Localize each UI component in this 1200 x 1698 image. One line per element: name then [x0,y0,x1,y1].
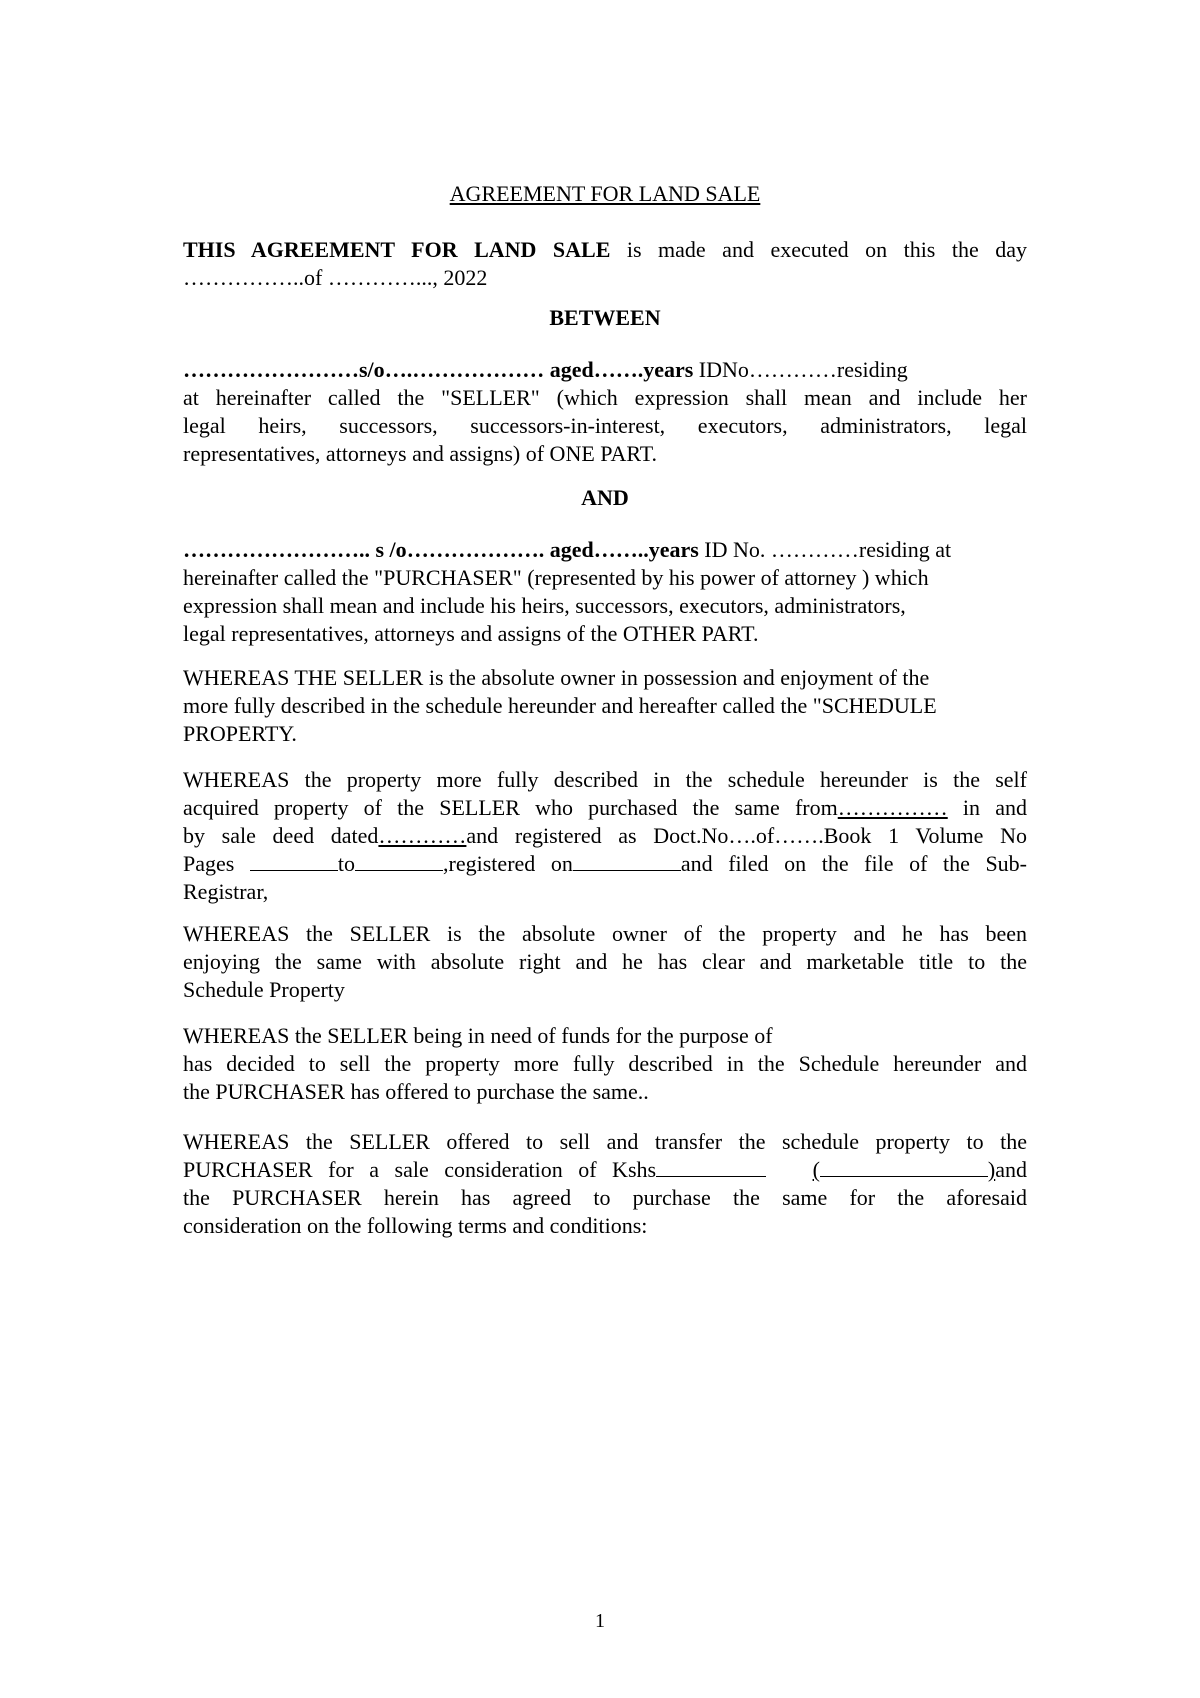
whereas2-line-5: Registrar, [183,879,269,904]
whereas5-line-3: the PURCHASER herein has agreed to purchase the same for the aforesaid [183,1185,1027,1210]
purchaser-paragraph [183,536,1027,648]
seller-line-2: at hereinafter called the "SELLER" (which expression shall mean and include her [183,385,1027,410]
whereas2-line-1: WHEREAS the property more fully described in the schedule hereunder is the self [183,767,1027,792]
whereas-acquisition-paragraph [183,766,1027,906]
amount-figures-blank [656,1158,766,1177]
whereas-ownership-paragraph [183,664,1027,748]
registered-on-blank [573,852,681,871]
seller-paragraph [183,356,1027,468]
amount-words-blank [820,1158,988,1177]
and-heading: AND [581,485,629,510]
whereas5-line-2: PURCHASER for a sale consideration of Kshs ( )and [183,1157,1027,1182]
purchaser-line-4: legal representatives, attorneys and assigns of the OTHER PART. [183,621,759,646]
whereas4-line-1: WHEREAS the SELLER being in need of funds for the purpose of [183,1023,773,1048]
seller-line-3: legal heirs, successors, successors-in-interest, executors, administrators, legal [183,413,1027,438]
whereas2-line-3: by sale deed dated…………and registered as Doct.No….of…….Book 1 Volume No [183,823,1028,848]
page-number: 1 [595,1610,605,1632]
seller-line-4: representatives, attorneys and assigns) of ONE PART. [183,441,658,466]
intro-line-1: THIS AGREEMENT FOR LAND SALE is made and executed on this the day [183,237,1027,262]
seller-line-1: ……………………s/o….……………… aged…….years IDNo…………residing [183,357,908,382]
document-title: AGREEMENT FOR LAND SALE [449,181,761,206]
whereas1-line-2: more fully described in the schedule hereunder and hereafter called the "SCHEDULE [183,693,937,718]
whereas2-line-4: Pages to ,registered on and filed on the file of the Sub- [183,851,1028,876]
pages-from-blank [250,852,338,871]
whereas3-line-3: Schedule Property [183,977,345,1002]
whereas-consideration-paragraph [183,1128,1027,1240]
purchaser-line-3: expression shall mean and include his heirs, successors, executors, administrators, [183,593,906,618]
whereas-title-paragraph [183,920,1027,1004]
purchaser-line-1: …………………….. s /o………………. aged……..years ID No. …………residing at [183,537,952,562]
purchaser-line-2: hereinafter called the "PURCHASER" (represented by his power of attorney ) which [183,565,929,590]
whereas-funds-paragraph [183,1022,1027,1106]
whereas1-line-3: PROPERTY. [183,721,297,746]
whereas2-line-2: acquired property of the SELLER who purchased the same from…………… in and [183,795,1027,820]
whereas5-line-1: WHEREAS the SELLER offered to sell and transfer the schedule property to the [183,1129,1027,1154]
whereas4-line-2: has decided to sell the property more fully described in the Schedule hereunder and [183,1051,1027,1076]
intro-line-2: ……………..of …………..., 2022 [183,265,488,290]
intro-paragraph [183,236,1027,292]
whereas5-line-4: consideration on the following terms and conditions: [183,1213,648,1238]
whereas3-line-2: enjoying the same with absolute right and he has clear and marketable title to the [183,949,1027,974]
whereas1-line-1: WHEREAS THE SELLER is the absolute owner in possession and enjoyment of the [183,665,930,690]
pages-to-blank [355,852,443,871]
whereas3-line-1: WHEREAS the SELLER is the absolute owner of the property and he has been [183,921,1027,946]
whereas4-line-3: the PURCHASER has offered to purchase the same.. [183,1079,649,1104]
between-heading: BETWEEN [549,305,661,330]
